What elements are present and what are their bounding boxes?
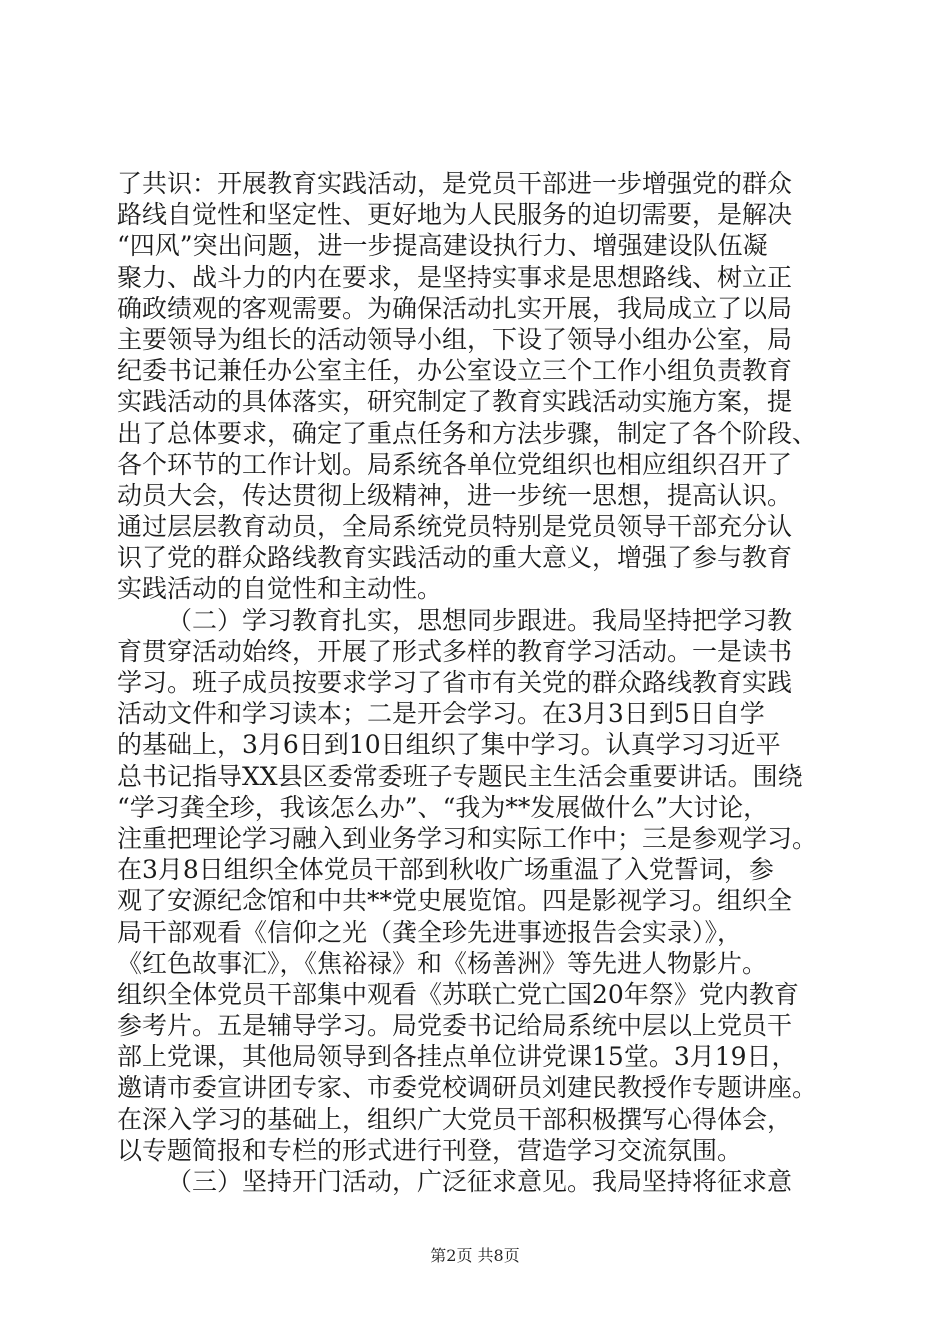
text-line: 活动文件和学习读本；二是开会学习。在3月3日到5日自学	[117, 699, 765, 729]
text-line: 在深入学习的基础上，组织广大党员干部积极撰写心得体会，	[117, 1104, 793, 1134]
text-line: 通过层层教育动员，全局系统党员特别是党员领导干部充分认	[117, 512, 793, 542]
text-line: 实践活动的具体落实，研究制定了教育实践活动实施方案，提	[117, 387, 793, 417]
text-line: 育贯穿活动始终，开展了形式多样的教育学习活动。一是读书	[117, 636, 793, 666]
text-line: 《红色故事汇》，《焦裕禄》和《杨善洲》等先进人物影片。	[117, 948, 768, 978]
text-line: （三）坚持开门活动，广泛征求意见。我局坚持将征求意	[167, 1167, 793, 1196]
text-line: 学习。班子成员按要求学习了省市有关党的群众路线教育实践	[117, 668, 793, 697]
text-line: 确政绩观的客观需要。为确保活动扎实开展，我局成立了以局	[117, 293, 793, 323]
text-line: 的基础上，3月6日到10日组织了集中学习。认真学习习近平	[117, 730, 781, 760]
text-line: 实践活动的自觉性和主动性。	[117, 574, 443, 604]
text-line: 动员大会，传达贯彻上级精神，进一步统一思想，提高认识。	[117, 480, 793, 510]
text-line: （二）学习教育扎实，思想同步跟进。我局坚持把学习教	[167, 605, 793, 635]
text-line: 邀请市委宣讲团专家、市委党校调研员刘建民教授作专题讲座。	[117, 1073, 818, 1103]
text-line: 识了党的群众路线教育实践活动的重大意义，增强了参与教育	[117, 543, 793, 573]
text-line: 观了安源纪念馆和中共**党史展览馆。四是影视学习。组织全	[117, 886, 793, 916]
text-line: 注重把理论学习融入到业务学习和实际工作中；三是参观学习。	[117, 823, 818, 853]
text-line: 各个环节的工作计划。局系统各单位党组织也相应组织召开了	[117, 449, 793, 479]
page-footer: 第2页 共8页	[430, 1246, 520, 1265]
text-line: “学习龚全珍，我该怎么办”、“我为**发展做什么”大讨论，	[117, 792, 769, 822]
text-line: 总书记指导XX县区委常委班子专题民主生活会重要讲话。围绕	[117, 761, 803, 791]
text-line: 路线自觉性和坚定性、更好地为人民服务的迫切需要，是解决	[117, 200, 793, 230]
text-line: 了共识：开展教育实践活动，是党员干部进一步增强党的群众	[117, 169, 793, 198]
text-line: 组织全体党员干部集中观看《苏联亡党亡国20年祭》党内教育	[117, 979, 799, 1009]
text-line: 以专题简报和专栏的形式进行刊登，营造学习交流氛围。	[117, 1135, 743, 1165]
document-body	[117, 168, 837, 1197]
text-line: 出了总体要求，确定了重点任务和方法步骤，制定了各个阶段、	[117, 418, 818, 448]
text-line: 在3月8日组织全体党员干部到秋收广场重温了入党誓词，参	[117, 855, 774, 885]
text-line: 纪委书记兼任办公室主任，办公室设立三个工作小组负责教育	[117, 356, 793, 386]
text-line: 参考片。五是辅导学习。局党委书记给局系统中层以上党员干	[117, 1011, 793, 1041]
text-line: 局干部观看《信仰之光（龚全珍先进事迹报告会实录）》，	[117, 917, 743, 947]
text-line: “四风”突出问题，进一步提高建设执行力、增强建设队伍凝	[117, 231, 768, 261]
text-line: 聚力、战斗力的内在要求，是坚持实事求是思想路线、树立正	[117, 262, 793, 292]
text-line: 部上党课，其他局领导到各挂点单位讲党课15堂。3月19日，	[117, 1042, 797, 1072]
text-line: 主要领导为组长的活动领导小组，下设了领导小组办公室，局	[117, 324, 793, 354]
